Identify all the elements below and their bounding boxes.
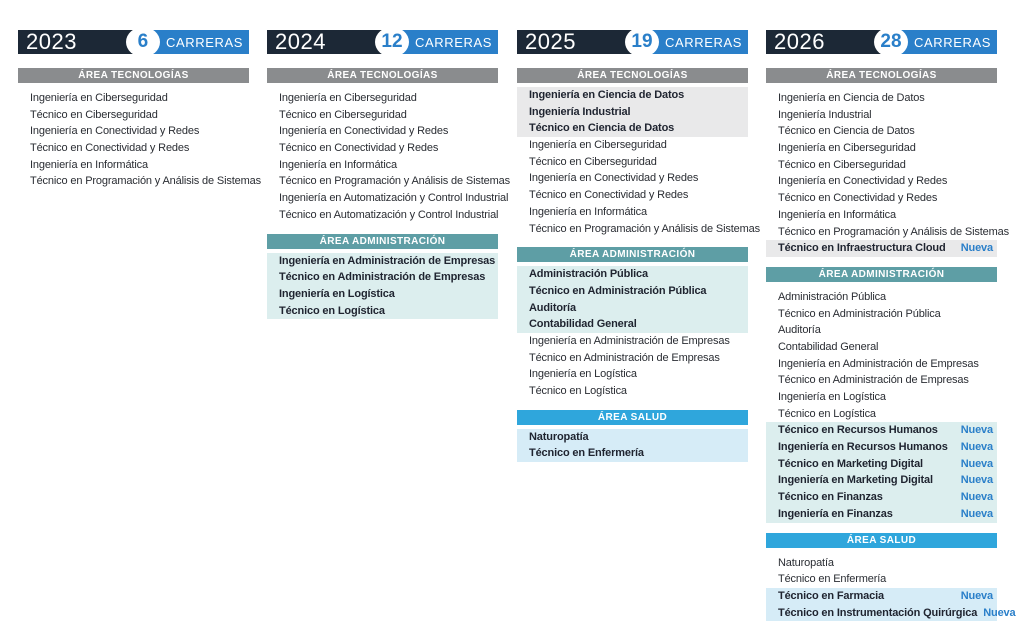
career-item-new xyxy=(766,422,997,439)
career-name: Ingeniería en Recursos Humanos xyxy=(778,441,948,454)
career-item: Administración Pública xyxy=(778,290,886,303)
career-item-new xyxy=(766,439,997,456)
new-badge: Nueva xyxy=(960,589,993,602)
new-badge: Nueva xyxy=(960,491,993,504)
career-item: Técnico en Logística xyxy=(529,385,627,397)
career-item: Técnico en Conectividad y Redes xyxy=(279,142,439,155)
career-count-label: CARRERAS xyxy=(913,34,991,50)
career-list xyxy=(517,262,748,400)
career-item-highlighted: Técnico en Ciencia de Datos xyxy=(529,122,675,135)
career-item-highlighted: Administración Pública xyxy=(529,268,648,281)
career-item-new xyxy=(766,588,997,605)
career-item: Técnico en Enfermería xyxy=(778,573,887,586)
career-item: Técnico en Programación y Análisis de Sistemas xyxy=(778,225,1009,238)
highlighted-group xyxy=(517,87,748,137)
new-badge: Nueva xyxy=(960,507,993,520)
career-item: Ingeniería en Informática xyxy=(279,158,397,171)
career-item-new xyxy=(766,240,997,257)
career-item: Técnico en Ciberseguridad xyxy=(279,108,407,121)
year-label: 2023 xyxy=(26,29,77,54)
career-item-highlighted: Auditoría xyxy=(529,301,576,314)
career-name: Ingeniería en Marketing Digital xyxy=(778,474,933,487)
year-column-2024 xyxy=(267,29,510,319)
career-item: Ingeniería Industrial xyxy=(778,108,872,121)
year-column-2026 xyxy=(766,29,1016,621)
career-item-new xyxy=(766,472,997,489)
career-item: Ingeniería en Logística xyxy=(529,368,637,381)
area-header-tech: ÁREA TECNOLOGÍAS xyxy=(267,68,498,83)
career-item: Ingeniería en Ciencia de Datos xyxy=(778,92,925,104)
career-count-badge xyxy=(878,30,997,54)
area-header-admin: ÁREA ADMINISTRACIÓN xyxy=(517,247,748,262)
area-header-salud: ÁREA SALUD xyxy=(517,410,748,425)
new-badge: Nueva xyxy=(960,474,993,487)
career-list xyxy=(517,83,760,237)
area-header-admin: ÁREA ADMINISTRACIÓN xyxy=(766,267,997,282)
career-item: Técnico en Administración Pública xyxy=(778,307,941,320)
career-item-new xyxy=(766,456,997,473)
career-item: Ingeniería en Administración de Empresas xyxy=(778,357,979,370)
area-header-tech: ÁREA TECNOLOGÍAS xyxy=(766,68,997,83)
career-item-highlighted: Ingeniería Industrial xyxy=(529,105,631,118)
year-column-2023 xyxy=(18,29,261,190)
career-item: Técnico en Logística xyxy=(778,407,876,420)
career-item: Ingeniería en Conectividad y Redes xyxy=(778,175,948,188)
career-count: 19 xyxy=(631,31,653,52)
year-header xyxy=(267,30,498,54)
highlighted-group xyxy=(517,429,748,462)
career-item: Ingeniería en Informática xyxy=(778,208,896,221)
career-item-new xyxy=(766,489,997,506)
count-circle xyxy=(126,27,160,57)
career-item-highlighted: Naturopatía xyxy=(529,430,589,443)
career-item: Ingeniería en Conectividad y Redes xyxy=(30,125,200,138)
career-count-label: CARRERAS xyxy=(664,34,742,50)
career-name: Técnico en Instrumentación Quirúrgica xyxy=(778,606,978,619)
career-item: Técnico en Administración de Empresas xyxy=(778,374,969,387)
career-item: Auditoría xyxy=(778,324,821,337)
career-list xyxy=(267,249,498,320)
career-list xyxy=(517,425,748,462)
career-item-highlighted: Técnico en Administración de Empresas xyxy=(279,271,486,284)
new-badge: Nueva xyxy=(983,606,1016,619)
career-name: Técnico en Recursos Humanos xyxy=(778,424,938,437)
career-item: Técnico en Administración de Empresas xyxy=(529,351,720,364)
career-item: Técnico en Automatización y Control Industrial xyxy=(279,208,499,221)
career-item-highlighted: Técnico en Administración Pública xyxy=(529,284,707,297)
career-item: Técnico en Conectividad y Redes xyxy=(529,189,689,202)
career-item-highlighted: Ingeniería en Logística xyxy=(279,287,395,300)
year-header xyxy=(766,30,997,54)
count-circle xyxy=(874,27,908,57)
highlighted-group xyxy=(267,253,498,320)
career-item: Ingeniería en Informática xyxy=(30,158,148,171)
career-list xyxy=(766,282,997,523)
career-item-highlighted: Contabilidad General xyxy=(529,318,637,331)
career-item: Ingeniería en Conectividad y Redes xyxy=(529,172,699,185)
career-list xyxy=(267,83,510,224)
year-label: 2026 xyxy=(774,29,825,54)
new-career-group xyxy=(766,422,997,522)
career-item: Ingeniería en Administración de Empresas xyxy=(529,334,730,347)
career-count-badge xyxy=(130,30,249,54)
career-item: Ingeniería en Logística xyxy=(778,391,886,403)
new-badge: Nueva xyxy=(960,441,993,454)
new-career-group xyxy=(766,588,1016,621)
career-name: Técnico en Farmacia xyxy=(778,589,884,602)
area-header-tech: ÁREA TECNOLOGÍAS xyxy=(517,68,748,83)
career-item: Técnico en Programación y Análisis de Sistemas xyxy=(279,175,510,188)
career-item-new xyxy=(766,506,997,523)
year-label: 2025 xyxy=(525,29,576,54)
career-item: Técnico en Ciberseguridad xyxy=(529,155,657,168)
career-item: Técnico en Programación y Análisis de Sistemas xyxy=(30,175,261,188)
count-circle xyxy=(625,27,659,57)
career-list xyxy=(18,83,261,190)
new-badge: Nueva xyxy=(960,457,993,470)
career-item: Ingeniería en Automatización y Control Industrial xyxy=(279,192,509,205)
year-label: 2024 xyxy=(275,29,326,54)
career-count-label: CARRERAS xyxy=(165,34,243,50)
new-badge: Nueva xyxy=(960,242,993,255)
career-item: Técnico en Conectividad y Redes xyxy=(778,192,938,205)
career-list xyxy=(766,548,1016,622)
career-item: Ingeniería en Ciberseguridad xyxy=(529,139,667,152)
career-item: Técnico en Ciencia de Datos xyxy=(778,125,915,138)
career-name: Técnico en Marketing Digital xyxy=(778,457,923,470)
career-item: Ingeniería en Ciberseguridad xyxy=(30,92,168,104)
count-circle xyxy=(375,27,409,57)
area-header-tech: ÁREA TECNOLOGÍAS xyxy=(18,68,249,83)
career-item: Naturopatía xyxy=(778,556,834,569)
career-item: Ingeniería en Conectividad y Redes xyxy=(279,125,449,138)
year-column-2025 xyxy=(517,29,760,462)
career-list xyxy=(766,83,1009,257)
highlighted-group xyxy=(517,266,748,333)
career-count: 12 xyxy=(381,31,403,52)
career-count: 6 xyxy=(137,31,149,52)
year-header xyxy=(18,30,249,54)
career-count: 28 xyxy=(880,31,902,52)
career-item-highlighted: Ingeniería en Administración de Empresas xyxy=(279,254,496,267)
career-count-badge xyxy=(379,30,498,54)
new-career-group xyxy=(766,240,997,257)
year-header xyxy=(517,30,748,54)
career-name: Ingeniería en Finanzas xyxy=(778,507,893,520)
career-name: Técnico en Infraestructura Cloud xyxy=(778,242,946,255)
career-item: Técnico en Conectividad y Redes xyxy=(30,142,190,155)
career-item: Ingeniería en Ciberseguridad xyxy=(778,142,916,155)
career-count-label: CARRERAS xyxy=(414,34,492,50)
area-header-admin: ÁREA ADMINISTRACIÓN xyxy=(267,234,498,249)
career-item: Técnico en Programación y Análisis de Sistemas xyxy=(529,222,760,235)
career-item: Ingeniería en Informática xyxy=(529,205,647,218)
career-name: Técnico en Finanzas xyxy=(778,491,883,504)
career-item-highlighted: Ingeniería en Ciencia de Datos xyxy=(529,89,685,101)
new-badge: Nueva xyxy=(960,424,993,437)
career-item: Ingeniería en Ciberseguridad xyxy=(279,92,417,104)
area-header-salud: ÁREA SALUD xyxy=(766,533,997,548)
career-item: Técnico en Ciberseguridad xyxy=(778,158,906,171)
career-count-badge xyxy=(629,30,748,54)
career-item-highlighted: Técnico en Logística xyxy=(279,304,385,317)
career-item: Técnico en Ciberseguridad xyxy=(30,108,158,121)
career-item: Contabilidad General xyxy=(778,340,879,353)
career-item-highlighted: Técnico en Enfermería xyxy=(529,447,644,460)
career-item-new xyxy=(766,605,1016,622)
